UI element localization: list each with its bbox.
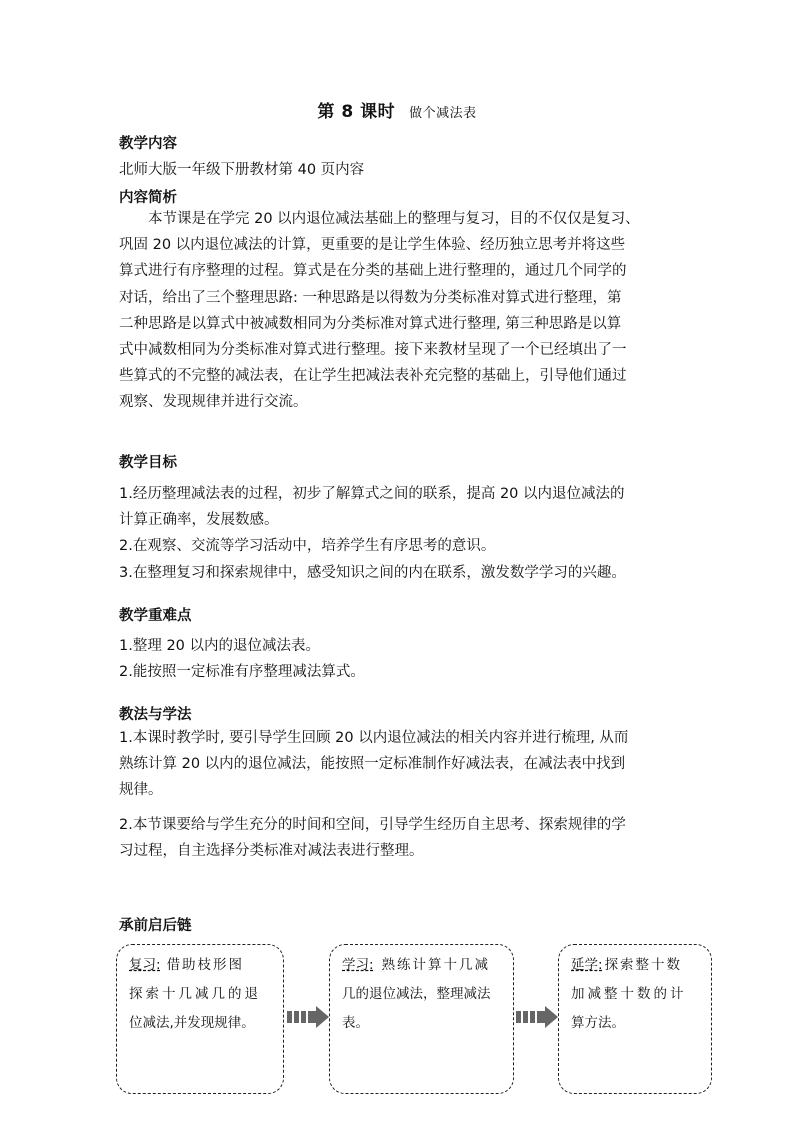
analysis-line: 二种思路是以算式中被减数相同为分类标准对算式进行整理, 第三种思路是以算 (119, 315, 622, 332)
review-keyword: 复习: (129, 957, 161, 973)
extend-keyword: 延学: (571, 957, 603, 973)
analysis-heading: 内容简析 (119, 190, 177, 206)
chain-box-extend: 延学: 探索整十数 加减整十数的计 算方法。 (558, 944, 712, 1094)
goal-item: 1.经历整理减法表的过程，初步了解算式之间的联系，提高 20 以内退位减法的 (119, 486, 625, 502)
learn-keyword: 学习: (342, 957, 374, 973)
chain-box-review: 复习: 借助枝形图 探索十几减几的退 位减法,并发现规律。 (116, 944, 284, 1094)
method-item: 2.本节课要给与学生充分的时间和空间，引导学生经历自主思考、探索规律的学 (119, 816, 626, 833)
lesson-subtitle: 做个减法表 (409, 106, 477, 121)
goal-item: 2.在观察、交流等学习活动中，培养学生有序思考的意识。 (119, 538, 496, 555)
analysis-line: 式中减数相同为分类标准对算式进行整理。接下来教材呈现了一个已经填出了一 (119, 342, 627, 359)
flow-arrow-icon (287, 1006, 329, 1028)
analysis-line: 巩固 20 以内退位减法的计算，更重要的是让学生体验、经历独立思考并将这些 (119, 237, 626, 254)
key-point-item: 2.能按照一定标准有序整理减法算式。 (119, 664, 365, 681)
content-text: 北师大版一年级下册教材第 40 页内容 (119, 162, 365, 178)
method-item: 1.本课时教学时, 要引导学生回顾 20 以内退位减法的相关内容并进行梳理, 从而 (119, 730, 629, 746)
analysis-paragraph (119, 206, 689, 416)
goal-item-cont: 计算正确率，发展数感。 (119, 512, 279, 529)
method-item-cont: 熟练计算 20 以内的退位减法，能按照一定标准制作好减法表，在减法表中找到 (119, 756, 626, 773)
methods-list (119, 725, 689, 864)
key-points-heading: 教学重难点 (119, 608, 192, 624)
analysis-line: 对话，给出了三个整理思路: 一种思路是以得数为分类标准对算式进行整理，第 (119, 289, 622, 306)
chain-flow (0, 944, 794, 1094)
flow-arrow-icon (516, 1006, 558, 1028)
analysis-line: 些算式的不完整的减法表，在让学生把减法表补充完整的基础上，引导他们通过 (119, 368, 627, 385)
method-item-cont: 规律。 (119, 782, 163, 799)
goals-list (119, 481, 689, 586)
analysis-line: 本节课是在学完 20 以内退位减法基础上的整理与复习，目的不仅仅是复习、 (148, 211, 640, 227)
chain-box-learn: 学习: 熟练计算十几减 几的退位减法，整理减法 表。 (329, 944, 514, 1094)
key-points-list (119, 633, 689, 685)
methods-heading: 教法与学法 (119, 707, 192, 723)
analysis-line: 算式进行有序整理的过程。算式是在分类的基础上进行整理的，通过几个同学的 (119, 263, 627, 280)
key-point-item: 1.整理 20 以内的退位减法表。 (119, 638, 321, 654)
analysis-line: 观察、发现规律并进行交流。 (119, 394, 308, 411)
goals-heading: 教学目标 (119, 455, 177, 471)
method-item-cont: 习过程，自主选择分类标准对减法表进行整理。 (119, 842, 424, 859)
chain-heading: 承前启后链 (119, 918, 192, 934)
content-heading: 教学内容 (119, 136, 177, 152)
lesson-title (0, 97, 794, 122)
lesson-number: 第 8 课时 (317, 102, 396, 122)
goal-item: 3.在整理复习和探索规律中，感受知识之间的内在联系，激发数学学习的兴趣。 (119, 564, 626, 581)
